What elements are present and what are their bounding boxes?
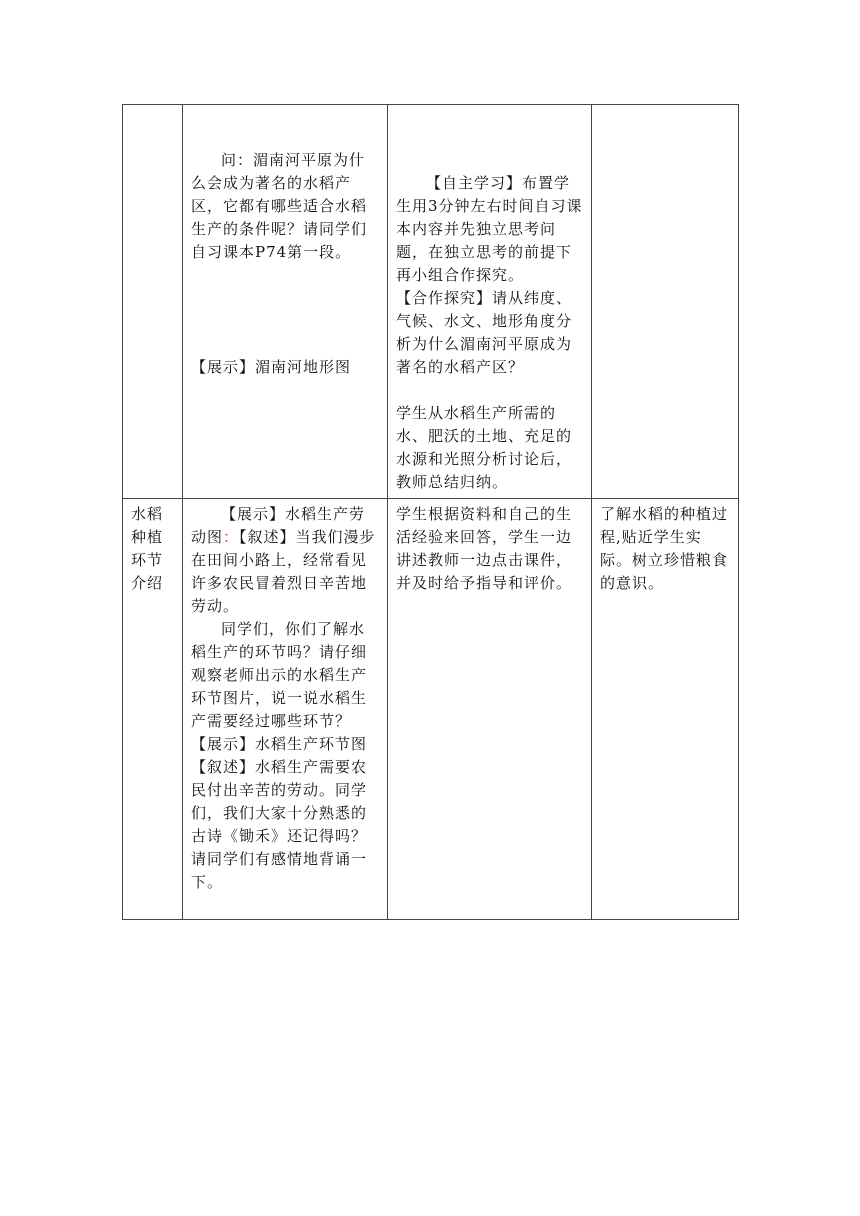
section-cell [123, 105, 183, 499]
teacher-question: 问：湄南河平原为什么会成为著名的水稻产区，它都有哪些适合水稻生产的条件呢？请同学们自习课本P74第一段。 [191, 151, 368, 261]
student-answer: 学生根据资料和自己的生活经验来回答，学生一边讲述教师一边点击课件，并及时给予指导和评价。 [396, 505, 573, 592]
student-cooperate: 【合作探究】请从纬度、气候、水文、地形角度分析为什么湄南河平原成为著名的水稻产区？ [396, 289, 573, 376]
section-title: 水稻种植环节介绍 [131, 505, 164, 592]
student-activity-cell [388, 499, 592, 920]
narrate-labor: 【叙述】当我们漫步在田间小路上，经常看见许多农民冒着烈日辛苦地劳动。 [191, 528, 376, 615]
teacher-show-labor [191, 503, 379, 618]
teacher-narrate: 【叙述】水稻生产需要农民付出辛苦的劳动。同学们，我们大家十分熟悉的古诗《锄禾》还记得吗？请同学们有感情地背诵一下。 [191, 758, 368, 891]
colon-mark: ： [223, 528, 240, 546]
teacher-question: 同学们，你们了解水稻生产的环节吗？请仔细观察老师出示的水稻生产环节图片，说一说水稻生产需要经过哪些环节？ [191, 620, 368, 730]
design-intent: 了解水稻的种植过程,贴近学生实际。树立珍惜粮食的意识。 [600, 505, 729, 592]
lesson-plan-table [122, 104, 739, 920]
design-intent-cell [592, 499, 739, 920]
table-row [123, 499, 739, 920]
section-cell [123, 499, 183, 920]
student-activity-cell [388, 105, 592, 499]
teacher-activity-cell [183, 499, 388, 920]
show-labor-label: 【展示】水稻生产劳动图 [191, 505, 366, 546]
student-discuss: 学生从水稻生产所需的水、肥沃的土地、充足的水源和光照分析讨论后，教师总结归纳。 [396, 404, 573, 491]
table-row [123, 105, 739, 499]
design-intent-cell [592, 105, 739, 499]
student-self-study: 【自主学习】布置学生用3分钟左右时间自习课本内容并先独立思考问题，在独立思考的前提下再小组合作探究。 [396, 174, 583, 284]
teacher-show-steps: 【展示】水稻生产环节图 [191, 735, 368, 753]
teacher-activity-cell [183, 105, 388, 499]
teacher-show: 【展示】湄南河地形图 [191, 358, 352, 376]
